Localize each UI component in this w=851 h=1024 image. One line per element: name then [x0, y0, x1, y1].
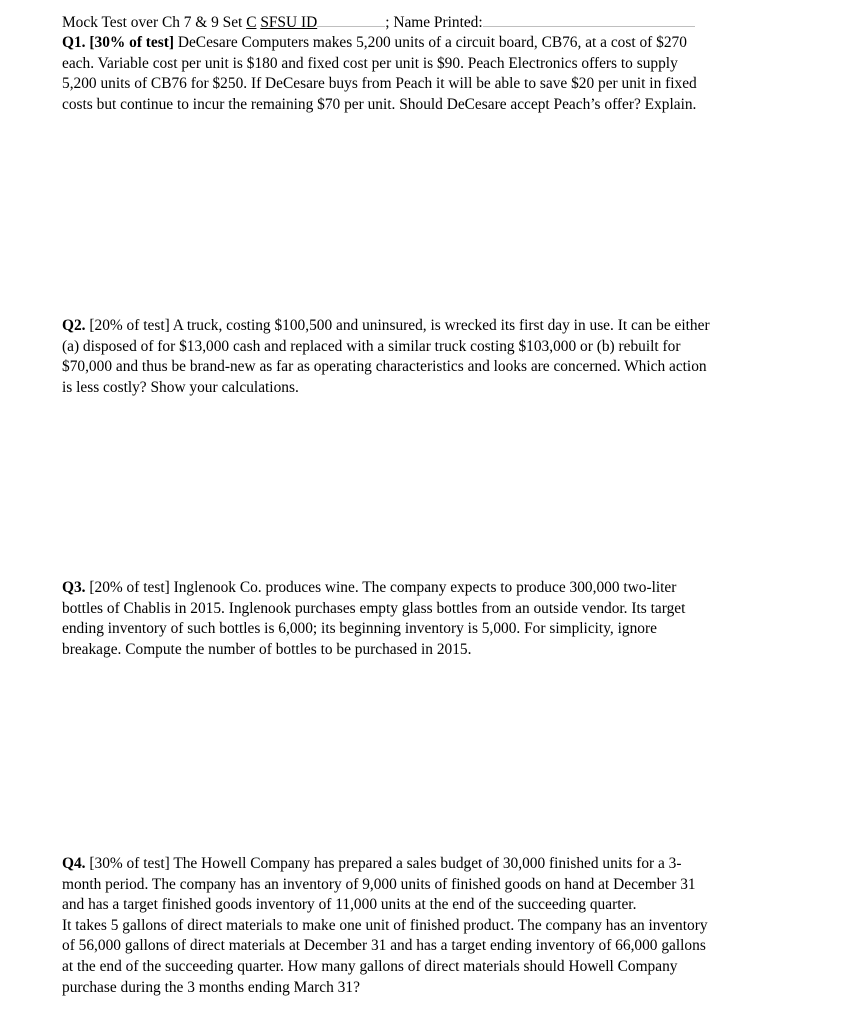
question-4-line: of 56,000 gallons of direct materials at December 31 and has a target ending inventory of 66,000 gallons	[62, 937, 706, 955]
question-4-line: at the end of the succeeding quarter. How many gallons of direct materials should Howell Company	[62, 957, 678, 975]
question-1-weight: [30% of test]	[89, 34, 174, 51]
question-1	[62, 33, 810, 115]
name-printed-label: ; Name Printed:	[385, 14, 483, 31]
name-printed-blank	[483, 12, 695, 27]
question-3-weight: [20% of test]	[89, 579, 170, 596]
question-2-line: (a) disposed of for $13,000 cash and replaced with a similar truck costing $103,000 or (b) rebuilt for	[62, 337, 681, 355]
question-3-line	[62, 578, 810, 599]
question-3-line: bottles of Chablis in 2015. Inglenook purchases empty glass bottles from an outside vendor. Its target	[62, 599, 686, 617]
question-3-number: Q3.	[62, 579, 86, 596]
question-4-line: and has a target finished goods inventory of 11,000 units at the end of the succeeding quarter.	[62, 896, 637, 914]
question-2-line	[62, 316, 810, 337]
question-3-text: Inglenook Co. produces wine. The company expects to produce 300,000 two-liter	[173, 579, 677, 596]
question-1-line: 5,200 units of CB76 for $250. If DeCesare buys from Peach it will be able to save $20 per unit in fixed	[62, 75, 697, 93]
question-3-line: breakage. Compute the number of bottles to be purchased in 2015.	[62, 640, 472, 658]
question-1-line: each. Variable cost per unit is $180 and fixed cost per unit is $90. Peach Electronics offers to supply	[62, 54, 678, 72]
test-header	[62, 12, 782, 34]
question-3	[62, 578, 810, 660]
question-2-line: is less costly? Show your calculations.	[62, 378, 299, 396]
question-2-number: Q2.	[62, 317, 86, 334]
question-4	[62, 854, 810, 998]
question-1-number: Q1.	[62, 34, 86, 51]
question-2	[62, 316, 810, 398]
question-3-line: ending inventory of such bottles is 6,000; its beginning inventory is 5,000. For simplicity, ignore	[62, 620, 657, 638]
question-1-line: costs but continue to incur the remaining $70 per unit. Should DeCesare accept Peach’s offer? Explain.	[62, 95, 697, 113]
question-2-text: A truck, costing $100,500 and uninsured, is wrecked its first day in use. It can be either	[172, 317, 710, 334]
question-2-weight: [20% of test]	[89, 317, 170, 334]
sfsu-id-label: SFSU ID	[260, 14, 318, 31]
question-4-number: Q4.	[62, 855, 86, 872]
question-2-line: $70,000 and thus be brand-new as far as operating characteristics and looks are concerned. Which action	[62, 358, 707, 376]
question-1-text: DeCesare Computers makes 5,200 units of a circuit board, CB76, at a cost of $270	[177, 34, 687, 51]
question-4-line: month period. The company has an inventory of 9,000 units of finished goods on hand at December 31	[62, 875, 696, 893]
question-4-line	[62, 854, 810, 875]
question-1-line	[62, 33, 810, 54]
question-4-weight: [30% of test]	[89, 855, 170, 872]
test-title: Mock Test over Ch 7 & 9 Set	[62, 14, 243, 31]
question-4-text: The Howell Company has prepared a sales budget of 30,000 finished units for a 3-	[173, 855, 682, 872]
set-letter: C	[246, 14, 257, 31]
sfsu-id-blank	[317, 12, 385, 27]
question-4-line: purchase during the 3 months ending March 31?	[62, 978, 360, 996]
question-4-line: It takes 5 gallons of direct materials to make one unit of finished product. The company has an inventory	[62, 916, 708, 934]
